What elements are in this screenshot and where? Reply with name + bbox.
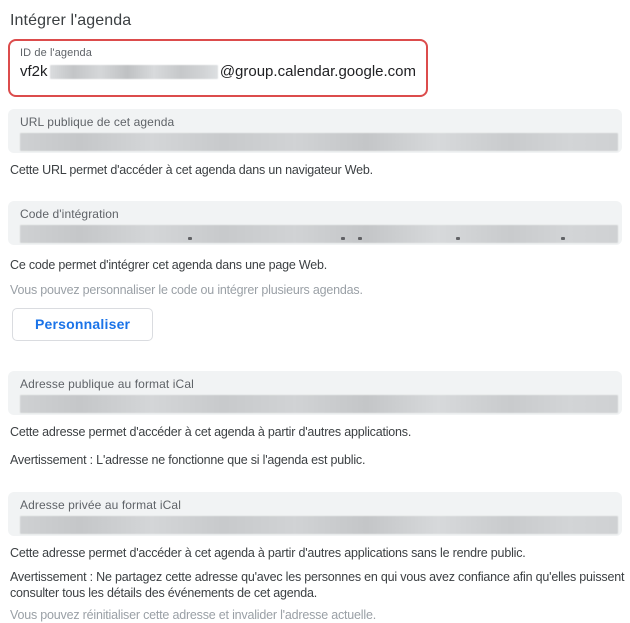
calendar-id-prefix: vf2k <box>20 63 48 80</box>
redacted-calendar-id <box>50 65 218 79</box>
embed-code-hint: Vous pouvez personnaliser le code ou intégrer plusieurs agendas. <box>10 283 363 297</box>
redacted-private-ical <box>20 516 618 534</box>
embed-code-description: Ce code permet d'intégrer cet agenda dans une page Web. <box>10 258 328 272</box>
redacted-embed-code <box>20 225 618 243</box>
private-ical-label: Adresse privée au format iCal <box>20 498 181 512</box>
public-url-field[interactable] <box>8 109 622 153</box>
public-ical-description: Cette adresse permet d'accéder à cet agenda à partir d'autres applications. <box>10 425 412 439</box>
calendar-id-value[interactable] <box>20 63 416 80</box>
calendar-id-domain: @group.calendar.google.com <box>219 63 416 80</box>
public-ical-warning: Avertissement : L'adresse ne fonctionne que si l'agenda est public. <box>10 453 366 467</box>
customize-button[interactable]: Personnaliser <box>12 308 153 341</box>
embed-code-label: Code d'intégration <box>20 207 119 221</box>
private-ical-description: Cette adresse permet d'accéder à cet agenda à partir d'autres applications sans le rendre public. <box>10 546 526 560</box>
blurred-code-glyph <box>358 237 362 240</box>
private-ical-field[interactable] <box>8 492 622 536</box>
private-ical-hint: Vous pouvez réinitialiser cette adresse et invalider l'adresse actuelle. <box>10 608 376 622</box>
blurred-code-glyph <box>188 237 192 240</box>
blurred-code-glyph <box>456 237 460 240</box>
redacted-public-ical <box>20 395 618 413</box>
public-url-label: URL publique de cet agenda <box>20 115 175 129</box>
calendar-id-label: ID de l'agenda <box>20 47 92 59</box>
blurred-code-glyph <box>341 237 345 240</box>
public-url-description: Cette URL permet d'accéder à cet agenda dans un navigateur Web. <box>10 163 373 177</box>
public-ical-label: Adresse publique au format iCal <box>20 377 194 391</box>
calendar-id-highlight <box>8 39 428 97</box>
public-ical-field[interactable] <box>8 371 622 415</box>
page-title: Intégrer l'agenda <box>10 12 132 29</box>
embed-code-field[interactable] <box>8 201 622 245</box>
private-ical-warning: Avertissement : Ne partagez cette adresse qu'avec les personnes en qui vous avez confiance afin qu'elles puissent consulter tous les détails des événements de cet agenda. <box>10 570 625 600</box>
redacted-public-url <box>20 133 618 151</box>
blurred-code-glyph <box>561 237 565 240</box>
